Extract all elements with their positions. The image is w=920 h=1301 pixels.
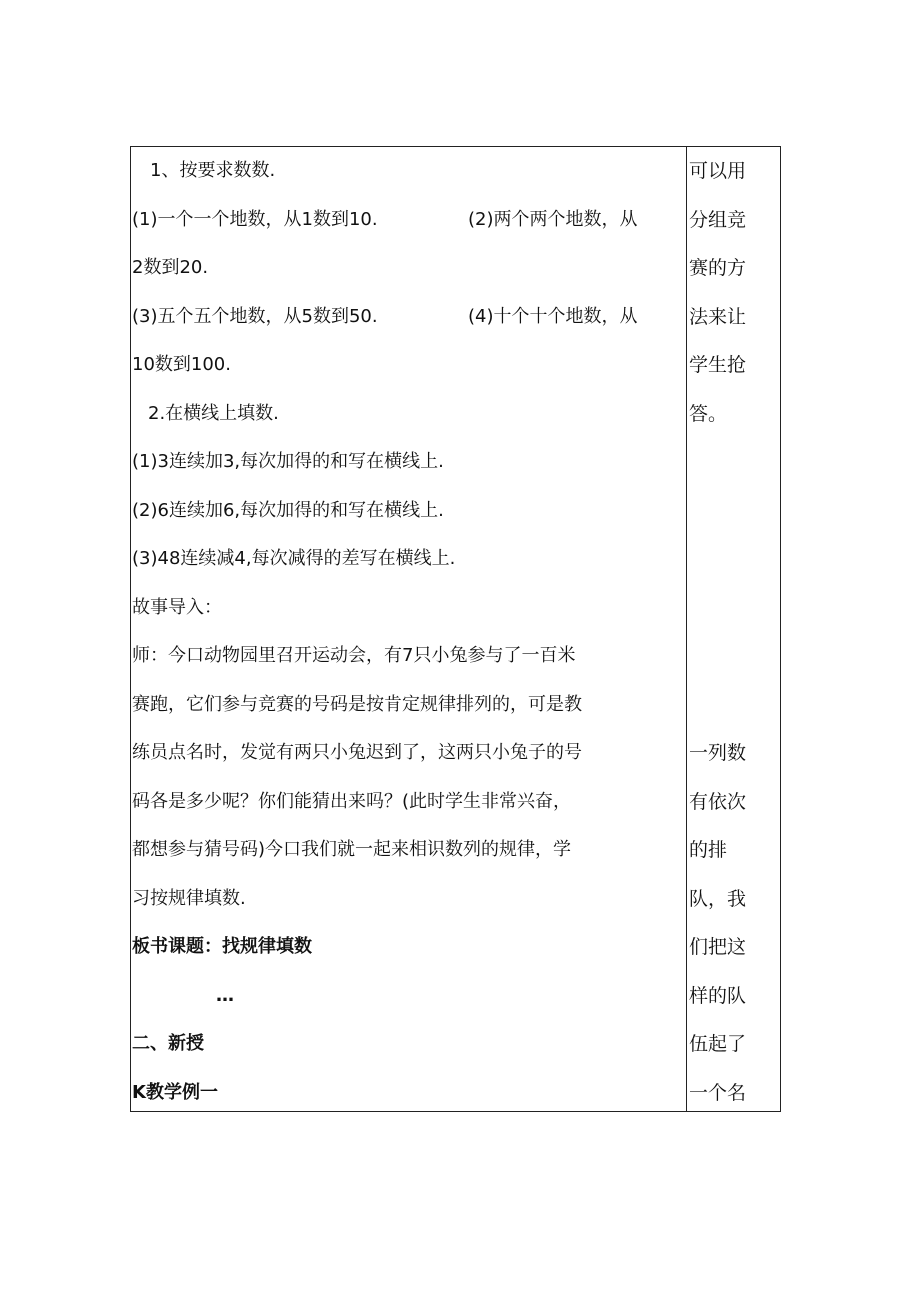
side-note-line: 赛的方 (689, 257, 747, 279)
side-note-line: 们把这 (689, 936, 747, 958)
column-divider (686, 146, 687, 1112)
content-line: (3)48连续减4,每次减得的差写在横线上. (132, 548, 456, 569)
content-line-right: (2)两个两个地数，从 (468, 208, 638, 230)
content-line: (2)6连续加6,每次加得的和写在横线上. (132, 499, 444, 521)
side-note-line: 的排 (689, 839, 728, 861)
content-line: 都想参与猜号码)今口我们就一起来相识数列的规律，学 (132, 839, 572, 860)
side-note-line: 一个名 (689, 1081, 747, 1104)
lesson-table (130, 146, 781, 1112)
content-line: (3)五个五个地数，从5数到50. (132, 305, 378, 327)
content-line-right: (4)十个十个地数，从 (468, 305, 638, 327)
side-note-line: 有依次 (689, 790, 747, 813)
side-note-line: 可以用 (689, 160, 747, 182)
content-line: 练员点名时，发觉有两只小兔迟到了，这两只小兔子的号 (132, 742, 582, 763)
content-line: 10数到100. (132, 354, 231, 375)
content-line: 2数到20. (132, 257, 209, 278)
content-line: 二、新授 (132, 1033, 204, 1054)
side-note-line: 样的队 (689, 984, 747, 1007)
content-line: … (216, 984, 234, 1006)
side-note-line: 学生抢 (689, 354, 747, 376)
content-line: (1)一个一个地数，从1数到10. (132, 208, 378, 230)
side-note-line: 队，我 (689, 887, 747, 910)
content-line: 2.在横线上填数. (148, 402, 279, 424)
content-line: K教学例一 (132, 1081, 218, 1103)
content-line: 码各是多少呢？你们能猜出来吗？(此时学生非常兴奋， (132, 790, 572, 812)
content-line: 师：今口动物园里召开运动会，有7只小兔参与了一百米 (132, 645, 576, 666)
side-note-line: 答。 (689, 402, 728, 425)
content-line: 赛跑，它们参与竞赛的号码是按肯定规律排列的，可是教 (132, 693, 582, 715)
side-note-line: 伍起了 (689, 1033, 747, 1055)
content-line: 故事导入： (132, 596, 222, 618)
content-line: 板书课题：找规律填数 (132, 936, 312, 957)
side-note-line: 法来让 (689, 305, 747, 328)
content-line: 1、按要求数数. (150, 160, 276, 181)
side-note-line: 一列数 (689, 742, 747, 764)
content-line: (1)3连续加3,每次加得的和写在横线上. (132, 451, 444, 472)
side-note-line: 分组竞 (689, 208, 747, 231)
content-line: 习按规律填数. (132, 887, 246, 909)
